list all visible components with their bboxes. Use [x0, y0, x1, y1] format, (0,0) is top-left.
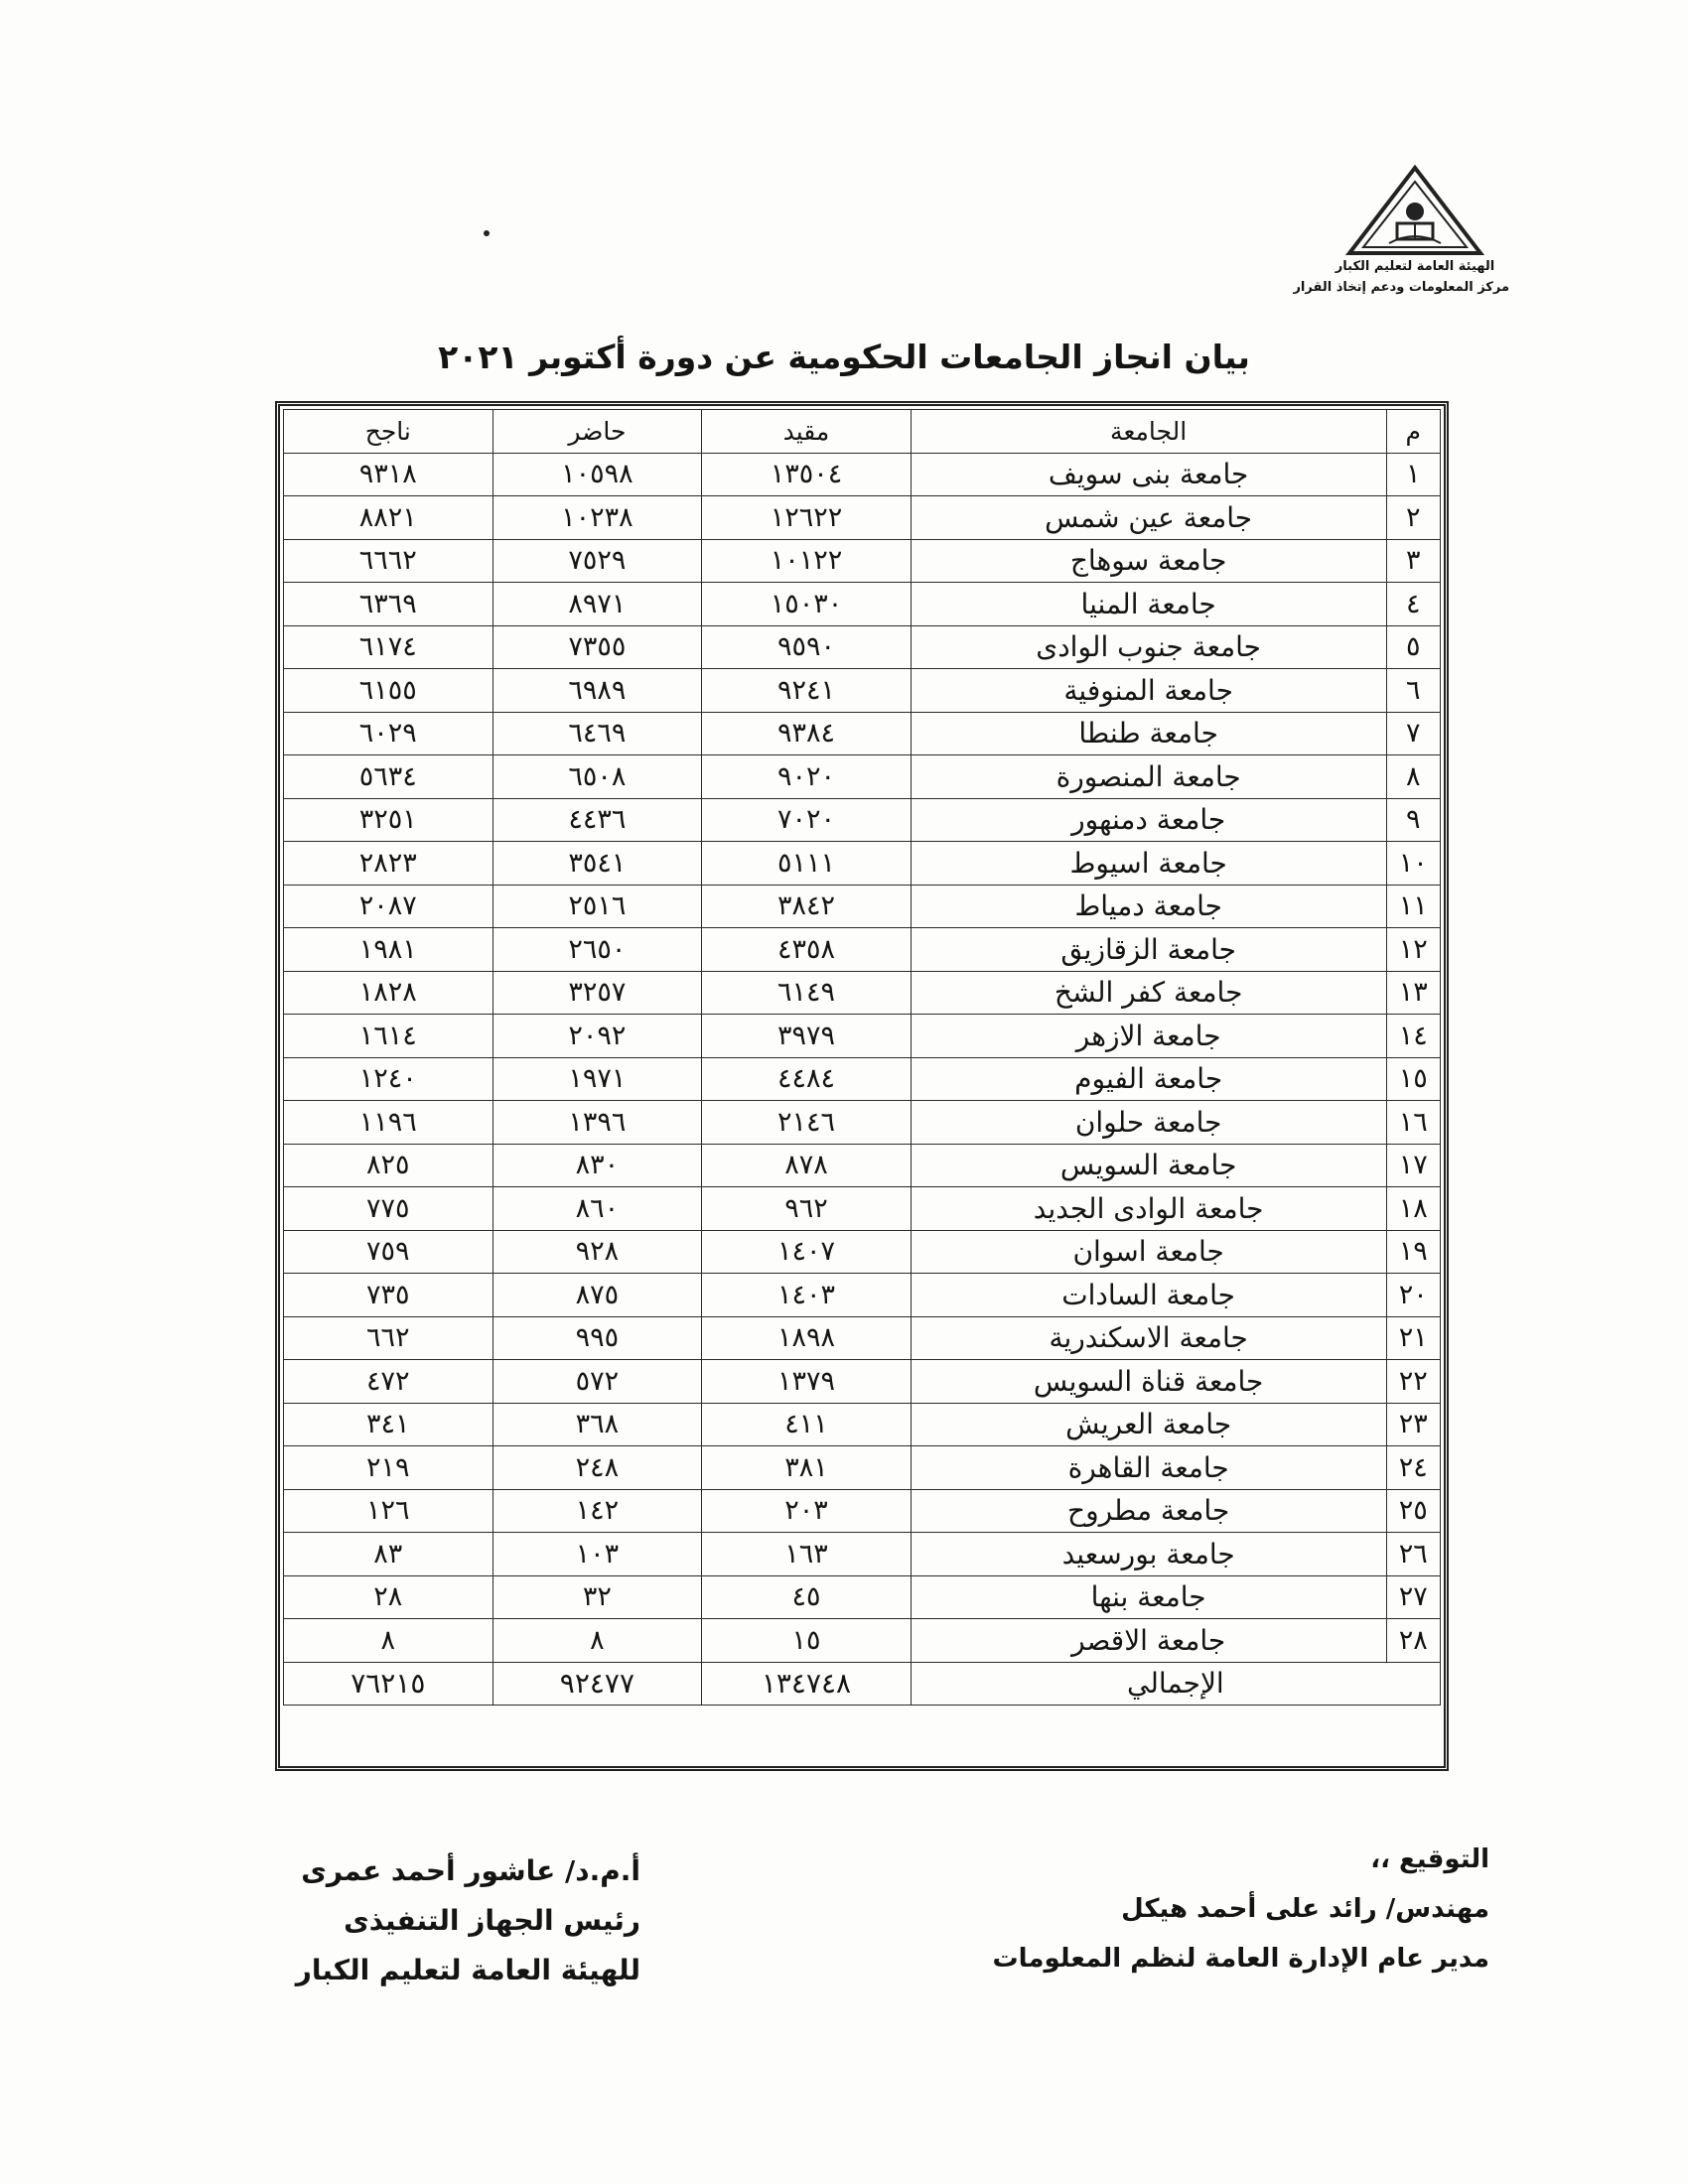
chairman-name: أ.م.د/ عاشور أحمد عمرى	[301, 1854, 640, 1887]
row-number: ١٨	[1386, 1187, 1440, 1231]
row-registered: ٤٤٨٤	[702, 1057, 912, 1101]
table-row	[284, 1230, 1441, 1274]
row-registered: ٩٦٢	[702, 1187, 912, 1231]
row-registered: ١٤٠٧	[702, 1230, 912, 1274]
row-university: جامعة طنطا	[911, 712, 1386, 755]
row-number: ٥	[1386, 625, 1440, 669]
row-university: جامعة اسيوط	[911, 842, 1386, 886]
row-number: ٢٨	[1386, 1619, 1440, 1663]
row-present: ٢٠٩٢	[492, 1015, 702, 1058]
row-number: ٦	[1386, 669, 1440, 713]
header-registered: مقيد	[702, 410, 912, 454]
row-passed: ٣٤١	[284, 1403, 493, 1446]
row-passed: ٦٣٦٩	[284, 583, 493, 626]
row-university: جامعة الوادى الجديد	[911, 1187, 1386, 1231]
table-row	[284, 1101, 1441, 1145]
table-row	[284, 453, 1441, 496]
row-registered: ٢٠٣	[702, 1489, 912, 1533]
row-university: جامعة الزقازيق	[911, 928, 1386, 972]
row-passed: ٧٥٩	[284, 1230, 493, 1274]
row-university: جامعة المنصورة	[911, 755, 1386, 799]
row-registered: ٨٧٨	[702, 1144, 912, 1187]
pyramid-emblem-icon	[1345, 164, 1484, 258]
row-number: ١٤	[1386, 1015, 1440, 1058]
row-present: ٣٦٨	[492, 1403, 702, 1446]
table-row	[284, 1575, 1441, 1619]
row-university: جامعة سوهاج	[911, 539, 1386, 583]
scan-dot	[484, 230, 490, 236]
row-university: جامعة بنها	[911, 1575, 1386, 1619]
table-row	[284, 625, 1441, 669]
row-present: ٣٢٥٧	[492, 971, 702, 1015]
row-number: ١٥	[1386, 1057, 1440, 1101]
row-passed: ٣٢٥١	[284, 798, 493, 842]
row-university: جامعة بنى سويف	[911, 453, 1386, 496]
row-number: ٩	[1386, 798, 1440, 842]
row-number: ١	[1386, 453, 1440, 496]
total-registered: ١٣٤٧٤٨	[702, 1662, 912, 1706]
row-university: جامعة جنوب الوادى	[911, 625, 1386, 669]
row-passed: ٢٨٢٣	[284, 842, 493, 886]
row-university: جامعة الاقصر	[911, 1619, 1386, 1663]
row-passed: ٨٨٢١	[284, 496, 493, 540]
row-university: جامعة دمنهور	[911, 798, 1386, 842]
row-present: ٨٣٠	[492, 1144, 702, 1187]
row-number: ١٦	[1386, 1101, 1440, 1145]
row-passed: ٨٢٥	[284, 1144, 493, 1187]
signature-heading: التوقيع ،،	[1370, 1844, 1489, 1874]
row-present: ٦٥٠٨	[492, 755, 702, 799]
table-row	[284, 539, 1441, 583]
row-present: ١٣٩٦	[492, 1101, 702, 1145]
row-passed: ٢٠٨٧	[284, 885, 493, 928]
table-row	[284, 496, 1441, 540]
row-university: جامعة القاهرة	[911, 1446, 1386, 1490]
table-row	[284, 971, 1441, 1015]
row-university: جامعة بورسعيد	[911, 1533, 1386, 1576]
row-registered: ١٤٠٣	[702, 1274, 912, 1317]
row-university: جامعة قناة السويس	[911, 1360, 1386, 1404]
row-number: ٤	[1386, 583, 1440, 626]
total-label: الإجمالي	[911, 1662, 1440, 1706]
row-number: ٢٠	[1386, 1274, 1440, 1317]
table-row	[284, 885, 1441, 928]
row-present: ٣٢	[492, 1575, 702, 1619]
row-present: ٢٦٥٠	[492, 928, 702, 972]
row-number: ٢	[1386, 496, 1440, 540]
row-registered: ٧٠٢٠	[702, 798, 912, 842]
row-passed: ١٢٤٠	[284, 1057, 493, 1101]
row-present: ٥٧٢	[492, 1360, 702, 1404]
row-present: ٢٥١٦	[492, 885, 702, 928]
row-registered: ٩٢٤١	[702, 669, 912, 713]
table-row	[284, 1619, 1441, 1663]
row-registered: ١٢٦٢٢	[702, 496, 912, 540]
row-number: ٣	[1386, 539, 1440, 583]
row-university: جامعة المنوفية	[911, 669, 1386, 713]
row-registered: ٣٨٤٢	[702, 885, 912, 928]
row-passed: ١١٩٦	[284, 1101, 493, 1145]
row-present: ١٩٧١	[492, 1057, 702, 1101]
table-row	[284, 583, 1441, 626]
table-row	[284, 1316, 1441, 1360]
row-present: ١٤٢	[492, 1489, 702, 1533]
row-university: جامعة الازهر	[911, 1015, 1386, 1058]
row-registered: ١٣٧٩	[702, 1360, 912, 1404]
row-present: ٧٣٥٥	[492, 625, 702, 669]
row-passed: ٧٣٥	[284, 1274, 493, 1317]
row-present: ١٠٢٣٨	[492, 496, 702, 540]
row-number: ٧	[1386, 712, 1440, 755]
row-passed: ٨	[284, 1619, 493, 1663]
row-passed: ٩٣١٨	[284, 453, 493, 496]
row-present: ٩٩٥	[492, 1316, 702, 1360]
table-row	[284, 1446, 1441, 1490]
row-passed: ٦٠٢٩	[284, 712, 493, 755]
row-number: ١٩	[1386, 1230, 1440, 1274]
row-passed: ١٢٦	[284, 1489, 493, 1533]
row-passed: ٥٦٣٤	[284, 755, 493, 799]
row-number: ٢٥	[1386, 1489, 1440, 1533]
signature-block-chairman	[296, 1846, 640, 1995]
row-present: ١٠٥٩٨	[492, 453, 702, 496]
row-number: ٢٣	[1386, 1403, 1440, 1446]
table-body	[284, 453, 1441, 1662]
row-passed: ٤٧٢	[284, 1360, 493, 1404]
row-registered: ١٣٥٠٤	[702, 453, 912, 496]
row-registered: ١٨٩٨	[702, 1316, 912, 1360]
row-number: ٢١	[1386, 1316, 1440, 1360]
row-registered: ١٦٣	[702, 1533, 912, 1576]
row-present: ١٠٣	[492, 1533, 702, 1576]
table-row	[284, 1144, 1441, 1187]
row-passed: ٦٦٦٢	[284, 539, 493, 583]
row-university: جامعة الاسكندرية	[911, 1316, 1386, 1360]
row-registered: ٤٥	[702, 1575, 912, 1619]
row-passed: ٢٨	[284, 1575, 493, 1619]
logo-caption-line2: مركز المعلومات ودعم إتخاذ القرار	[1293, 280, 1509, 295]
row-registered: ٩٠٢٠	[702, 755, 912, 799]
row-university: جامعة السويس	[911, 1144, 1386, 1187]
row-registered: ١٥	[702, 1619, 912, 1663]
row-present: ٤٤٣٦	[492, 798, 702, 842]
row-registered: ٣٨١	[702, 1446, 912, 1490]
row-present: ٧٥٢٩	[492, 539, 702, 583]
row-present: ٨٧٥	[492, 1274, 702, 1317]
row-university: جامعة الفيوم	[911, 1057, 1386, 1101]
row-number: ١٠	[1386, 842, 1440, 886]
chairman-title: رئيس الجهاز التنفيذى	[344, 1904, 640, 1937]
row-present: ٨	[492, 1619, 702, 1663]
table-row	[284, 1187, 1441, 1231]
row-present: ٦٩٨٩	[492, 669, 702, 713]
row-passed: ١٨٢٨	[284, 971, 493, 1015]
row-university: جامعة السادات	[911, 1274, 1386, 1317]
header-m: م	[1386, 410, 1440, 454]
row-passed: ٦١٧٤	[284, 625, 493, 669]
row-registered: ٤١١	[702, 1403, 912, 1446]
logo-caption-line1: الهيئة العامة لتعليم الكبار	[1335, 259, 1495, 274]
table-row	[284, 798, 1441, 842]
table-row	[284, 1403, 1441, 1446]
row-number: ٢٤	[1386, 1446, 1440, 1490]
engineer-name: مهندس/ رائد على أحمد هيكل	[1121, 1894, 1489, 1924]
results-table-frame	[275, 401, 1449, 1771]
row-number: ٨	[1386, 755, 1440, 799]
row-number: ٢٦	[1386, 1533, 1440, 1576]
row-passed: ٨٣	[284, 1533, 493, 1576]
total-passed: ٧٦٢١٥	[284, 1662, 493, 1706]
row-passed: ٦١٥٥	[284, 669, 493, 713]
engineer-title: مدير عام الإدارة العامة لنظم المعلومات	[992, 1944, 1489, 1974]
table-row	[284, 1489, 1441, 1533]
row-registered: ١٠١٢٢	[702, 539, 912, 583]
table-row	[284, 755, 1441, 799]
header-present: حاضر	[492, 410, 702, 454]
results-table	[283, 409, 1441, 1706]
table-row	[284, 928, 1441, 972]
row-registered: ٣٩٧٩	[702, 1015, 912, 1058]
row-university: جامعة اسوان	[911, 1230, 1386, 1274]
row-university: جامعة مطروح	[911, 1489, 1386, 1533]
table-row	[284, 1274, 1441, 1317]
header-university: الجامعة	[911, 410, 1386, 454]
page-title: بيان انجاز الجامعات الحكومية عن دورة أكتوبر ٢٠٢١	[438, 338, 1250, 376]
row-university: جامعة المنيا	[911, 583, 1386, 626]
table-row	[284, 669, 1441, 713]
row-university: جامعة عين شمس	[911, 496, 1386, 540]
table-row	[284, 712, 1441, 755]
authority-logo	[1293, 164, 1509, 313]
row-number: ١١	[1386, 885, 1440, 928]
row-passed: ٧٧٥	[284, 1187, 493, 1231]
table-row	[284, 1533, 1441, 1576]
row-number: ٢٧	[1386, 1575, 1440, 1619]
row-university: جامعة كفر الشخ	[911, 971, 1386, 1015]
row-university: جامعة حلوان	[911, 1101, 1386, 1145]
table-total-row	[284, 1662, 1441, 1706]
header-passed: ناجح	[284, 410, 493, 454]
row-present: ٨٦٠	[492, 1187, 702, 1231]
row-present: ٦٤٦٩	[492, 712, 702, 755]
table-header-row	[284, 410, 1441, 454]
row-number: ١٣	[1386, 971, 1440, 1015]
row-registered: ٩٥٩٠	[702, 625, 912, 669]
row-passed: ٢١٩	[284, 1446, 493, 1490]
row-passed: ٦٦٢	[284, 1316, 493, 1360]
row-registered: ٢١٤٦	[702, 1101, 912, 1145]
row-registered: ٩٣٨٤	[702, 712, 912, 755]
table-row	[284, 1015, 1441, 1058]
chairman-organization: للهيئة العامة لتعليم الكبار	[295, 1954, 640, 1986]
row-university: جامعة دمياط	[911, 885, 1386, 928]
row-registered: ٦١٤٩	[702, 971, 912, 1015]
row-registered: ١٥٠٣٠	[702, 583, 912, 626]
row-registered: ٤٣٥٨	[702, 928, 912, 972]
row-number: ٢٢	[1386, 1360, 1440, 1404]
row-university: جامعة العريش	[911, 1403, 1386, 1446]
row-registered: ٥١١١	[702, 842, 912, 886]
signature-block-engineer	[993, 1835, 1490, 1983]
row-present: ٩٢٨	[492, 1230, 702, 1274]
table-row	[284, 1360, 1441, 1404]
row-passed: ١٩٨١	[284, 928, 493, 972]
table-row	[284, 1057, 1441, 1101]
row-present: ٢٤٨	[492, 1446, 702, 1490]
total-present: ٩٢٤٧٧	[492, 1662, 702, 1706]
row-number: ١٧	[1386, 1144, 1440, 1187]
row-present: ٨٩٧١	[492, 583, 702, 626]
row-passed: ١٦١٤	[284, 1015, 493, 1058]
row-number: ١٢	[1386, 928, 1440, 972]
row-present: ٣٥٤١	[492, 842, 702, 886]
table-row	[284, 842, 1441, 886]
